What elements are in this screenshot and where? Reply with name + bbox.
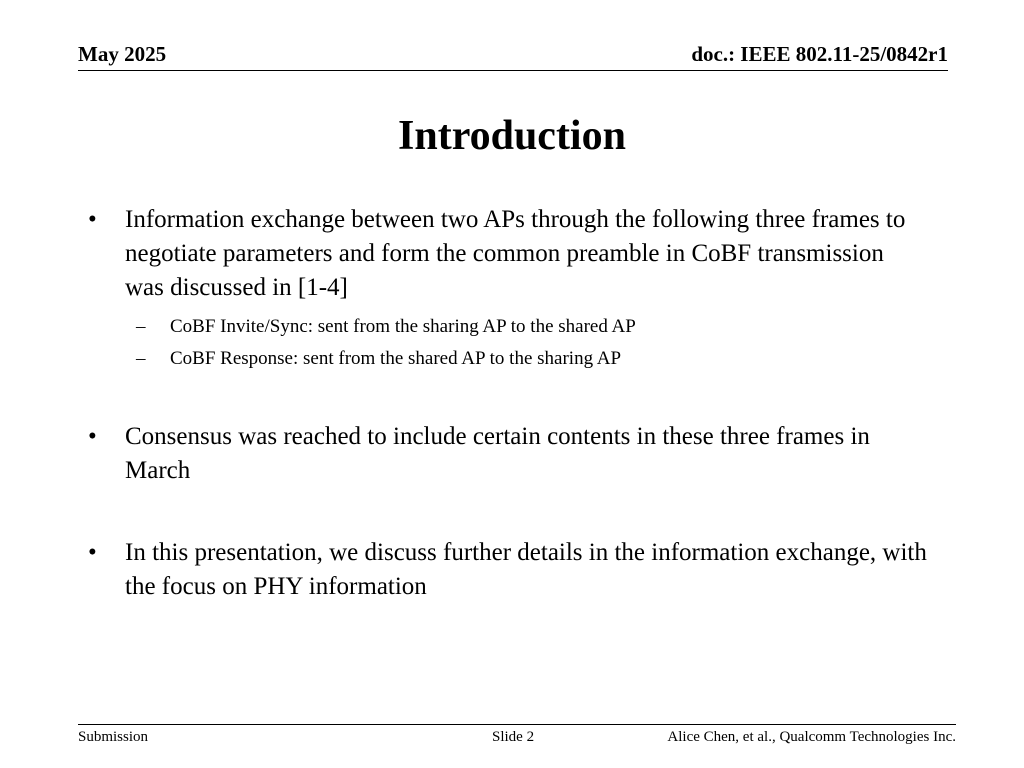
slide-body	[88, 203, 928, 604]
sub-bullet-1	[88, 311, 928, 343]
spacer	[88, 375, 928, 420]
slide-title: Introduction	[398, 113, 626, 159]
slide-header	[78, 40, 948, 71]
bullet-2	[88, 420, 928, 488]
bullet-3-text: In this presentation, we discuss further details in the information exchange, with the focus on PHY information	[125, 539, 927, 600]
footer-slide-number: Slide 2	[492, 729, 535, 745]
sub-bullet-1-text: CoBF Invite/Sync: sent from the sharing AP to the shared AP	[170, 316, 636, 337]
footer-submission: Submission	[78, 729, 149, 745]
header-date: May 2025	[78, 42, 167, 66]
sub-bullet-marker: –	[136, 316, 146, 337]
bullet-1-text: Information exchange between two APs through the following three frames to negotiate parameters and form the common preamble in CoBF transmission was discussed in [1-4]	[125, 206, 906, 301]
footer-authors: Alice Chen, et al., Qualcomm Technologies Inc.	[667, 729, 956, 745]
spacer	[88, 488, 928, 536]
bullet-2-text: Consensus was reached to include certain contents in these three frames in March	[125, 423, 870, 484]
sub-bullet-2-text: CoBF Response: sent from the shared AP to the sharing AP	[170, 348, 622, 369]
bullet-marker: •	[88, 539, 97, 566]
bullet-1	[88, 203, 928, 305]
sub-bullet-2	[88, 343, 928, 375]
slide-footer	[78, 724, 956, 755]
bullet-marker: •	[88, 206, 97, 233]
sub-bullet-marker: –	[136, 348, 146, 369]
header-doc-id: doc.: IEEE 802.11-25/0842r1	[691, 42, 948, 66]
bullet-marker: •	[88, 423, 97, 450]
bullet-3	[88, 536, 928, 604]
